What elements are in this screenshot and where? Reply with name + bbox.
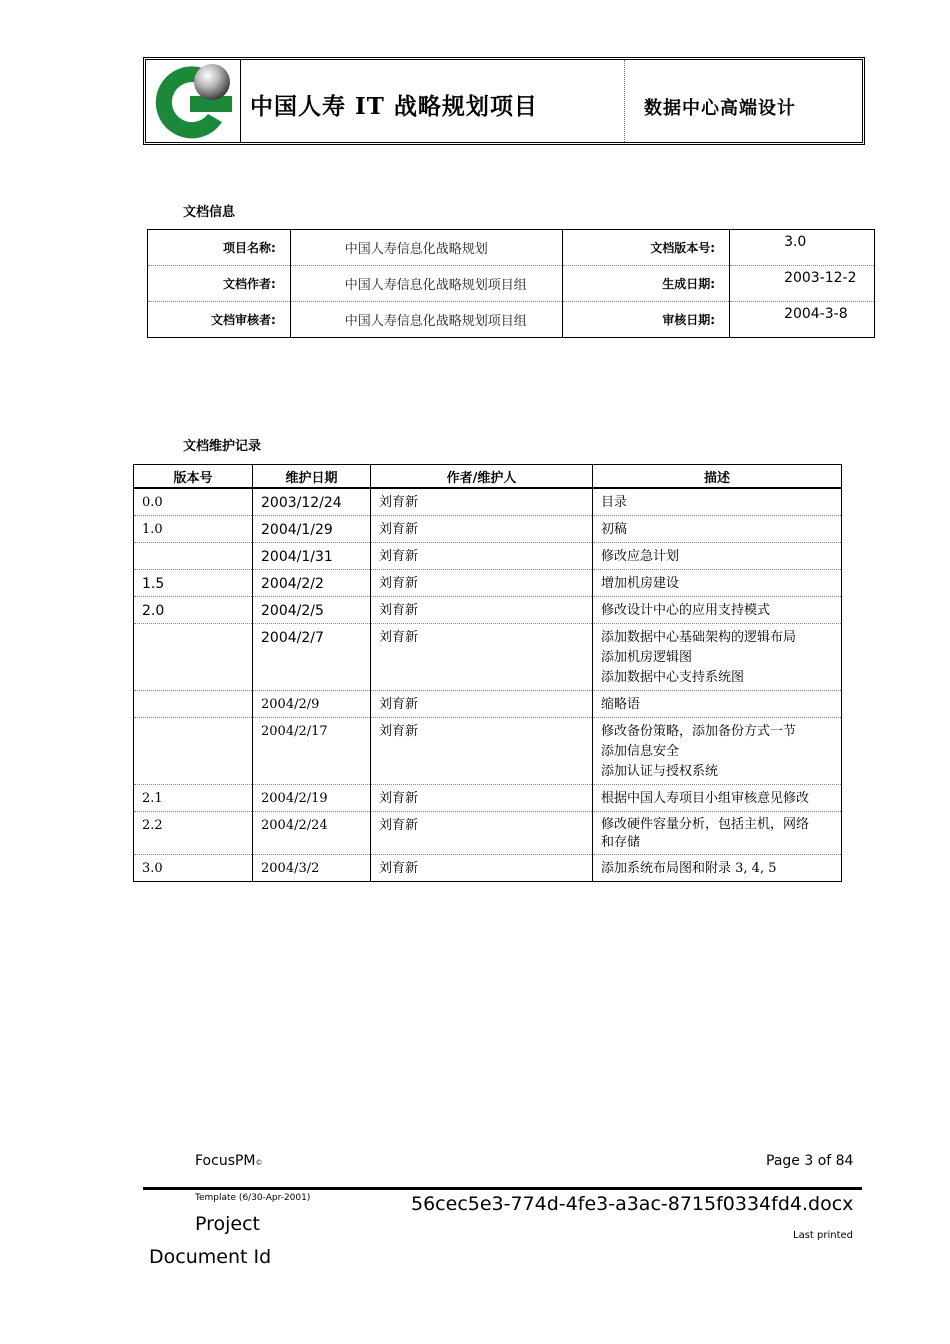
maintenance-title: 文档维护记录 <box>183 439 262 454</box>
version-cell <box>134 718 253 785</box>
document-id-label: Document Id <box>149 1246 272 1268</box>
info-label: 审核日期: <box>563 302 730 338</box>
date-cell: 2004/2/24 <box>253 812 371 855</box>
info-value: 3.0 <box>730 230 875 266</box>
table-row <box>134 812 842 855</box>
header-divider <box>240 60 241 142</box>
description-line: 添加数据中心支持系统图 <box>601 670 745 685</box>
description-cell <box>593 855 842 882</box>
description-line: 增加机房建设 <box>601 576 680 591</box>
info-value: 中国人寿信息化战略规划项目组 <box>290 266 563 302</box>
column-header: 维护日期 <box>253 465 371 489</box>
description-line: 目录 <box>601 495 628 510</box>
date-cell: 2004/1/31 <box>253 543 371 570</box>
info-label: 文档版本号: <box>563 230 730 266</box>
description-cell <box>593 543 842 570</box>
header-divider <box>624 60 625 142</box>
brand-name: FocusPM <box>195 1153 256 1169</box>
description-line: 添加数据中心基础架构的逻辑布局 <box>601 630 797 645</box>
table-row <box>134 785 842 812</box>
table-row <box>134 691 842 718</box>
table-row <box>134 624 842 691</box>
version-cell: 0.0 <box>134 488 253 516</box>
doc-info-title: 文档信息 <box>183 205 236 220</box>
version-cell <box>134 543 253 570</box>
date-cell: 2004/2/19 <box>253 785 371 812</box>
table-row <box>134 855 842 882</box>
version-cell <box>134 691 253 718</box>
footer-rule <box>143 1187 862 1190</box>
template-label: Template (6/30-Apr-2001) <box>195 1193 311 1203</box>
info-value: 中国人寿信息化战略规划项目组 <box>290 302 563 338</box>
author-cell: 刘育新 <box>371 812 593 855</box>
last-printed-label: Last printed <box>793 1230 854 1241</box>
description-line: 和存储 <box>601 835 641 850</box>
info-value: 2004-3-8 <box>730 302 875 338</box>
file-name: 56cec5e3-774d-4fe3-a3ac-8715f0334fd4.docx <box>411 1193 854 1215</box>
author-cell: 刘育新 <box>371 488 593 516</box>
date-cell: 2004/2/7 <box>253 624 371 691</box>
author-cell: 刘育新 <box>371 855 593 882</box>
version-cell: 3.0 <box>134 855 253 882</box>
date-cell: 2003/12/24 <box>253 488 371 516</box>
info-label: 文档作者: <box>148 266 291 302</box>
table-row <box>134 543 842 570</box>
brand-mark: © <box>255 1159 263 1167</box>
info-label: 生成日期: <box>563 266 730 302</box>
table-row <box>134 516 842 543</box>
author-cell: 刘育新 <box>371 691 593 718</box>
table-row <box>148 230 875 266</box>
author-cell: 刘育新 <box>371 543 593 570</box>
author-cell: 刘育新 <box>371 785 593 812</box>
page-header <box>143 57 865 145</box>
description-line: 添加认证与授权系统 <box>601 764 719 779</box>
description-line: 初稿 <box>601 522 628 537</box>
date-cell: 2004/2/17 <box>253 718 371 785</box>
version-cell: 2.0 <box>134 597 253 624</box>
description-cell <box>593 785 842 812</box>
description-cell <box>593 718 842 785</box>
version-cell: 1.5 <box>134 570 253 597</box>
date-cell: 2004/2/9 <box>253 691 371 718</box>
author-cell: 刘育新 <box>371 516 593 543</box>
version-cell: 2.2 <box>134 812 253 855</box>
description-cell <box>593 624 842 691</box>
table-row <box>134 597 842 624</box>
author-cell: 刘育新 <box>371 718 593 785</box>
date-cell: 2004/1/29 <box>253 516 371 543</box>
column-header: 作者/维护人 <box>371 465 593 489</box>
doc-info-table <box>147 229 875 338</box>
header-title: 中国人寿 IT 战略规划项目 <box>250 93 538 120</box>
column-header: 描述 <box>593 465 842 489</box>
description-line: 添加信息安全 <box>601 744 680 759</box>
description-cell <box>593 812 842 855</box>
version-cell: 1.0 <box>134 516 253 543</box>
description-line: 添加系统布局图和附录 3, 4, 5 <box>601 861 777 876</box>
info-label: 项目名称: <box>148 230 291 266</box>
table-row <box>134 488 842 516</box>
description-cell <box>593 488 842 516</box>
header-subtitle: 数据中心高端设计 <box>644 98 796 119</box>
version-cell: 2.1 <box>134 785 253 812</box>
author-cell: 刘育新 <box>371 570 593 597</box>
table-row <box>134 718 842 785</box>
date-cell: 2004/3/2 <box>253 855 371 882</box>
description-line: 修改设计中心的应用支持模式 <box>601 603 771 618</box>
description-cell <box>593 691 842 718</box>
description-cell <box>593 516 842 543</box>
project-label: Project <box>195 1213 261 1235</box>
description-line: 根据中国人寿项目小组审核意见修改 <box>601 791 810 806</box>
description-line: 添加机房逻辑图 <box>601 650 693 665</box>
maintenance-table <box>133 464 842 882</box>
table-header-row <box>134 465 842 489</box>
page-number: Page 3 of 84 <box>766 1153 854 1169</box>
info-value: 中国人寿信息化战略规划 <box>290 230 563 266</box>
description-line: 修改备份策略，添加备份方式一节 <box>601 724 797 739</box>
author-cell: 刘育新 <box>371 597 593 624</box>
description-cell <box>593 570 842 597</box>
author-cell: 刘育新 <box>371 624 593 691</box>
table-row <box>134 570 842 597</box>
column-header: 版本号 <box>134 465 253 489</box>
date-cell: 2004/2/5 <box>253 597 371 624</box>
table-row <box>148 266 875 302</box>
info-label: 文档审核者: <box>148 302 291 338</box>
description-line: 修改硬件容量分析，包括主机，网络 <box>601 817 810 832</box>
date-cell: 2004/2/2 <box>253 570 371 597</box>
china-life-logo <box>150 62 238 142</box>
info-value: 2003-12-2 <box>730 266 875 302</box>
table-row <box>148 302 875 338</box>
version-cell <box>134 624 253 691</box>
footer-brand <box>195 1153 263 1169</box>
description-cell <box>593 597 842 624</box>
description-line: 缩略语 <box>601 697 641 712</box>
description-line: 修改应急计划 <box>601 549 680 564</box>
